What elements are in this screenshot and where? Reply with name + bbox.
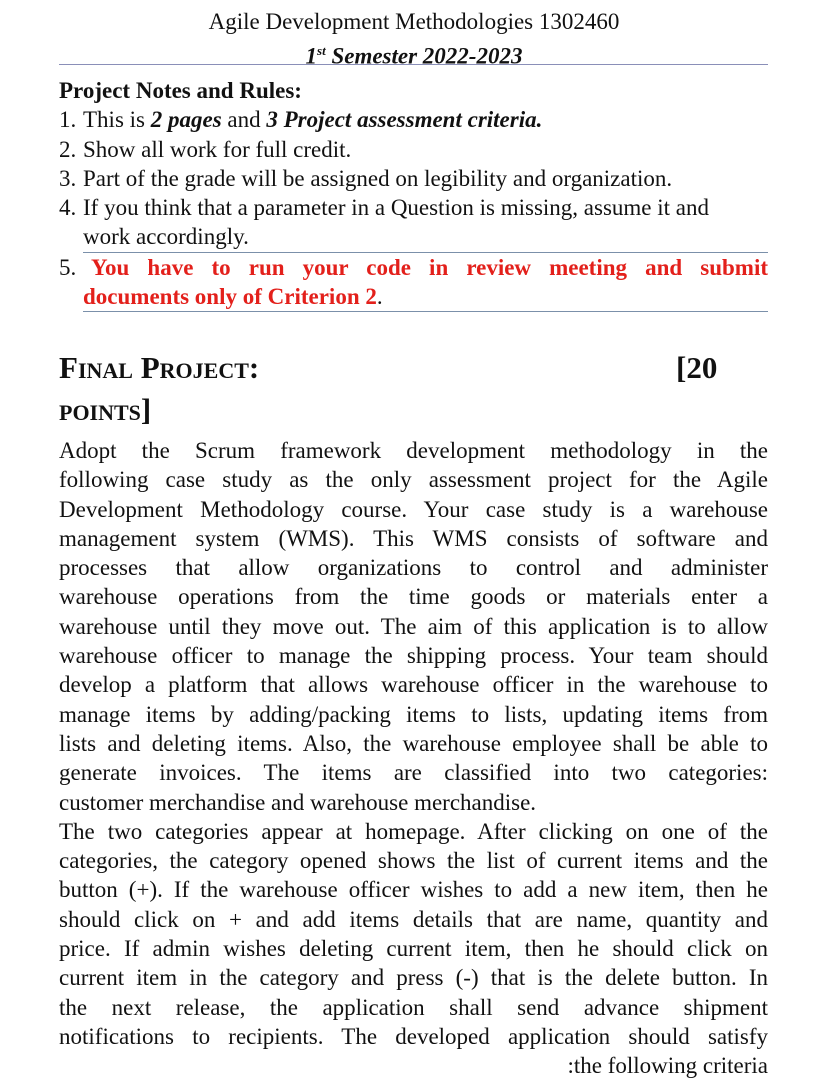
final-heading-p: P <box>140 350 160 385</box>
rule-4 <box>59 193 768 222</box>
rule-1-text: This is <box>83 107 151 133</box>
rule-4-number: 4. <box>59 195 77 221</box>
rule-5-text-line2: documents only of Criterion 2 <box>83 284 377 310</box>
rule-1-and: and <box>221 107 267 133</box>
body-line: lists and deleting items. Also, the warehouse employee shall be able to <box>59 730 768 756</box>
rule-4-text-line1: If you think that a parameter in a Question is missing, assume it and <box>83 195 709 221</box>
rule-2-number: 2. <box>59 136 77 162</box>
body-line: current item in the category and press (-) that is the delete button. In <box>59 965 768 991</box>
body-line: manage items by adding/packing items to lists, updating items from <box>59 701 768 727</box>
rule-5 <box>59 253 768 282</box>
points-label <box>59 392 151 431</box>
paragraph-1 <box>59 436 768 788</box>
project-notes <box>59 76 768 312</box>
rule-5-cont <box>59 282 768 312</box>
body-line: management system (WMS). This WMS consists of software and <box>59 525 768 551</box>
body-line: the next release, the application shall send advance shipment <box>59 994 768 1020</box>
case-study-body <box>59 436 768 1081</box>
body-line: price. If admin wishes deleting current item, then he should click on <box>59 936 768 962</box>
final-heading-f: F <box>59 350 78 385</box>
body-line: notifications to recipients. The developed application should satisfy <box>59 1023 768 1049</box>
body-line: The two categories appear at homepage. After clicking on one of the <box>59 818 768 844</box>
body-line: should click on + and add items details that are name, quantity and <box>59 906 768 932</box>
body-line: develop a platform that allows warehouse officer in the warehouse to <box>59 672 768 698</box>
rule-3-text: Part of the grade will be assigned on legibility and organization. <box>83 165 673 191</box>
semester-line <box>0 37 828 71</box>
semester-ordinal: 1 <box>305 43 318 69</box>
rule-3-number: 3. <box>59 165 77 191</box>
body-line: warehouse officer to manage the shipping process. Your team should <box>59 643 768 669</box>
body-line: processes that allow organizations to control and administer <box>59 555 768 581</box>
body-line: categories, the category opened shows the list of current items and the <box>59 848 768 874</box>
paragraph-2-last: :the following criteria <box>567 1053 768 1079</box>
course-title: Agile Development Methodologies 1302460 <box>208 9 620 34</box>
rule-1-criteria: 3 Project assessment criteria. <box>266 107 543 133</box>
header-divider <box>59 64 768 65</box>
rule-5-period: . <box>376 284 383 310</box>
body-line: Adopt the Scrum framework development methodology in the <box>59 438 768 463</box>
body-line: warehouse until they move out. The aim of this application is to allow <box>59 613 768 639</box>
rule-4-cont <box>59 222 768 252</box>
points-open: [20 <box>676 350 718 385</box>
rule-5-number: 5. <box>59 254 77 280</box>
rule-4-text-line2: work accordingly. <box>83 222 768 252</box>
final-heading-roject: roject: <box>159 350 260 385</box>
semester-text: Semester 2022-2023 <box>325 43 523 69</box>
semester-suffix: st <box>317 43 326 58</box>
rule-3 <box>59 164 768 193</box>
rule-1 <box>59 105 768 134</box>
body-line: warehouse operations from the time goods or materials enter a <box>59 584 768 610</box>
paragraph-2 <box>59 817 768 1051</box>
points-close: ] <box>140 392 152 427</box>
body-line: button (+). If the warehouse officer wishes to add a new item, then he <box>59 877 768 903</box>
notes-title: Project Notes and Rules: <box>59 78 302 103</box>
rule-5-text-line1: You have to run your code in review meeting and submit <box>91 254 768 280</box>
points-word: POINTS <box>59 400 141 425</box>
final-heading-inal: inal <box>77 350 141 385</box>
paragraph-1-last: customer merchandise and warehouse merchandise. <box>59 789 537 815</box>
rule-1-number: 1. <box>59 107 77 133</box>
final-project-heading <box>59 350 768 386</box>
body-line: generate invoices. The items are classified into two categories: <box>59 760 768 786</box>
rule-1-pages: 2 pages <box>150 107 222 133</box>
rule-2 <box>59 135 768 164</box>
rule-2-text: Show all work for full credit. <box>83 136 352 162</box>
body-line: Development Methodology course. Your case study is a warehouse <box>59 496 768 522</box>
body-line: following case study as the only assessment project for the Agile <box>59 467 768 493</box>
